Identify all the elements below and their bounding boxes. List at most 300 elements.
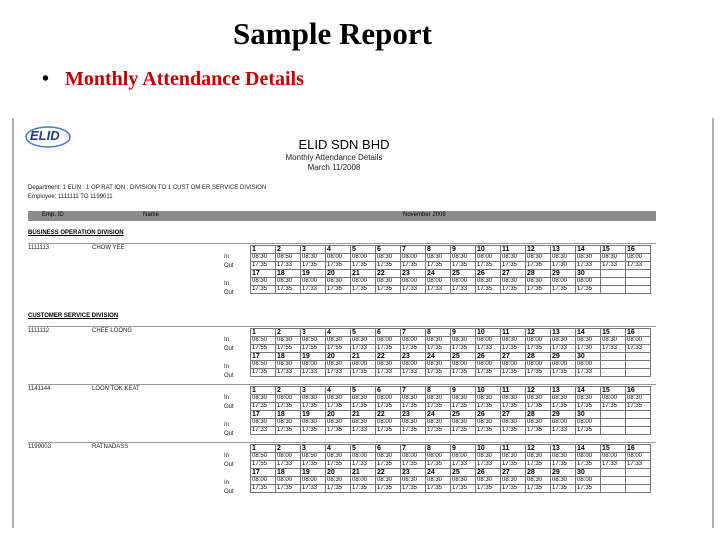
time-cell: 08:50	[251, 361, 276, 369]
time-row	[251, 345, 651, 353]
time-cell: 17:33	[276, 262, 301, 270]
day-cell: 24	[426, 411, 451, 419]
time-cell: 17:35	[451, 262, 476, 270]
time-cell: 17:35	[476, 427, 501, 435]
day-cell: 20	[326, 469, 351, 477]
time-cell: 08:00	[301, 361, 326, 369]
time-cell: 17:35	[351, 262, 376, 270]
time-cell: 08:30	[351, 337, 376, 345]
time-cell: 17:33	[576, 369, 601, 377]
time-cell: 17:30	[551, 262, 576, 270]
time-cell: 08:30	[251, 254, 276, 262]
time-cell	[626, 419, 651, 427]
day-cell: 18	[276, 469, 301, 477]
time-cell: 17:35	[301, 427, 326, 435]
time-cell: 08:00	[301, 477, 326, 485]
division-label: BUSINESS OPERATION DIVISION	[28, 230, 124, 236]
time-cell: 17:35	[451, 369, 476, 377]
time-cell: 17:35	[451, 485, 476, 493]
time-cell: 08:30	[476, 278, 501, 286]
time-cell: 17:33	[551, 345, 576, 353]
time-cell: 17:35	[276, 485, 301, 493]
division-label: CUSTOMER SERVICE DIVISION	[28, 313, 119, 319]
day-cell: 10	[476, 387, 501, 395]
time-cell	[601, 477, 626, 485]
day-cell: 28	[526, 411, 551, 419]
day-cell: 3	[301, 329, 326, 337]
employee-divider	[28, 384, 656, 385]
day-cell: 13	[551, 387, 576, 395]
day-cell: 26	[476, 411, 501, 419]
employee-divider	[28, 243, 656, 244]
row-label: In	[224, 395, 230, 401]
day-cell: 11	[501, 387, 526, 395]
time-cell: 17:35	[576, 485, 601, 493]
time-cell: 17:35	[576, 461, 601, 469]
time-cell: 17:35	[401, 461, 426, 469]
time-cell: 17:35	[401, 262, 426, 270]
time-cell: 08:30	[501, 419, 526, 427]
time-cell: 17:33	[576, 262, 601, 270]
time-cell: 08:30	[376, 361, 401, 369]
time-cell: 17:35	[501, 461, 526, 469]
time-cell: 17:35	[276, 403, 301, 411]
time-cell: 17:35	[251, 262, 276, 270]
day-cell: 13	[551, 246, 576, 254]
employee-id: 1111112	[28, 328, 50, 334]
day-cell: 19	[301, 411, 326, 419]
time-cell: 08:00	[576, 453, 601, 461]
time-cell: 17:35	[326, 485, 351, 493]
time-cell: 08:30	[276, 419, 301, 427]
day-cell: 1	[251, 329, 276, 337]
header-name: Name	[143, 212, 160, 218]
day-cell: 15	[601, 246, 626, 254]
time-row	[251, 254, 651, 262]
day-row	[251, 469, 651, 477]
time-cell: 17:35	[626, 403, 651, 411]
day-cell: 26	[476, 270, 501, 278]
day-cell: 21	[351, 353, 376, 361]
time-cell: 08:30	[501, 477, 526, 485]
time-cell: 08:00	[576, 361, 601, 369]
day-cell: 30	[576, 353, 601, 361]
day-cell: 17	[251, 270, 276, 278]
day-cell: 24	[426, 270, 451, 278]
time-cell: 17:55	[326, 461, 351, 469]
day-cell: 6	[376, 387, 401, 395]
day-cell: 8	[426, 387, 451, 395]
time-cell: 17:35	[526, 345, 551, 353]
time-cell: 17:55	[276, 345, 301, 353]
time-cell: 17:35	[351, 403, 376, 411]
day-cell	[601, 353, 626, 361]
time-cell: 17:35	[251, 485, 276, 493]
time-cell: 08:00	[326, 254, 351, 262]
day-cell: 30	[576, 270, 601, 278]
employee-name: RATNADASS	[92, 444, 129, 450]
time-row	[251, 403, 651, 411]
time-cell: 17:33	[626, 262, 651, 270]
day-cell: 10	[476, 329, 501, 337]
time-cell: 08:30	[376, 453, 401, 461]
day-cell: 4	[326, 445, 351, 453]
day-cell: 2	[276, 246, 301, 254]
elid-logo	[24, 124, 78, 148]
day-cell: 7	[401, 387, 426, 395]
row-label: Out	[224, 404, 234, 410]
time-cell: 17:35	[501, 403, 526, 411]
day-cell: 16	[626, 329, 651, 337]
day-cell: 20	[326, 353, 351, 361]
attendance-grid	[250, 328, 651, 377]
time-cell: 17:35	[301, 403, 326, 411]
day-cell: 5	[351, 387, 376, 395]
time-cell: 17:35	[501, 485, 526, 493]
day-cell: 2	[276, 445, 301, 453]
time-cell: 08:50	[301, 337, 326, 345]
day-cell: 29	[551, 411, 576, 419]
time-cell: 08:00	[551, 278, 576, 286]
time-cell: 08:00	[626, 254, 651, 262]
day-cell: 13	[551, 329, 576, 337]
time-row	[251, 278, 651, 286]
day-cell: 14	[576, 387, 601, 395]
day-cell: 28	[526, 270, 551, 278]
day-cell: 1	[251, 445, 276, 453]
time-cell: 08:30	[251, 395, 276, 403]
day-cell: 15	[601, 387, 626, 395]
time-cell	[626, 477, 651, 485]
time-cell: 17:35	[501, 345, 526, 353]
day-cell: 25	[451, 353, 476, 361]
row-label: In	[224, 422, 230, 428]
day-cell: 30	[576, 411, 601, 419]
time-cell: 08:00	[401, 278, 426, 286]
time-cell: 08:30	[301, 419, 326, 427]
time-cell: 17:35	[501, 286, 526, 294]
day-cell: 24	[426, 469, 451, 477]
day-cell: 8	[426, 246, 451, 254]
time-cell	[601, 361, 626, 369]
day-cell: 23	[401, 353, 426, 361]
day-cell: 4	[326, 387, 351, 395]
time-cell: 08:30	[326, 278, 351, 286]
time-cell: 08:30	[551, 477, 576, 485]
time-cell: 08:50	[301, 453, 326, 461]
day-cell: 5	[351, 329, 376, 337]
time-cell: 17:55	[251, 345, 276, 353]
time-cell: 08:50	[251, 337, 276, 345]
attendance-grid	[250, 444, 651, 493]
day-cell: 5	[351, 445, 376, 453]
day-cell: 17	[251, 411, 276, 419]
time-cell: 17:35	[501, 369, 526, 377]
time-cell: 17:35	[401, 485, 426, 493]
time-cell: 17:33	[276, 461, 301, 469]
day-cell	[601, 469, 626, 477]
day-cell: 25	[451, 411, 476, 419]
time-cell	[626, 369, 651, 377]
time-cell: 17:55	[301, 345, 326, 353]
day-cell: 27	[501, 270, 526, 278]
time-cell: 17:33	[401, 369, 426, 377]
time-row	[251, 286, 651, 294]
day-cell: 4	[326, 329, 351, 337]
time-cell: 17:35	[576, 427, 601, 435]
day-cell: 1	[251, 246, 276, 254]
time-cell: 08:30	[476, 477, 501, 485]
time-cell: 08:30	[476, 395, 501, 403]
time-cell: 17:35	[376, 345, 401, 353]
time-cell: 17:33	[301, 369, 326, 377]
time-cell: 08:30	[426, 361, 451, 369]
time-row	[251, 369, 651, 377]
time-cell: 08:30	[576, 395, 601, 403]
time-row	[251, 461, 651, 469]
time-cell: 17:35	[351, 485, 376, 493]
employee-name: CHEE LOONG	[92, 328, 133, 334]
time-cell: 08:30	[326, 477, 351, 485]
day-cell: 3	[301, 387, 326, 395]
time-cell: 08:00	[526, 361, 551, 369]
time-cell: 08:30	[576, 337, 601, 345]
time-cell: 17:35	[351, 286, 376, 294]
time-cell	[626, 485, 651, 493]
day-cell: 9	[451, 329, 476, 337]
day-cell: 20	[326, 411, 351, 419]
time-cell: 08:00	[476, 361, 501, 369]
time-cell: 08:30	[426, 477, 451, 485]
day-cell: 22	[376, 411, 401, 419]
bullet-text: Monthly Attendance Details	[65, 68, 304, 90]
time-cell: 08:30	[501, 254, 526, 262]
day-cell: 25	[451, 270, 476, 278]
time-cell: 08:50	[251, 453, 276, 461]
row-label: Out	[224, 489, 234, 495]
employee-name: CHOW YEE	[92, 245, 125, 251]
time-cell: 17:33	[351, 461, 376, 469]
time-cell: 17:33	[601, 345, 626, 353]
time-cell: 08:30	[501, 337, 526, 345]
time-cell: 17:33	[276, 369, 301, 377]
day-cell: 16	[626, 445, 651, 453]
time-cell: 17:35	[451, 427, 476, 435]
time-cell: 17:35	[551, 461, 576, 469]
day-cell: 7	[401, 246, 426, 254]
time-cell: 08:30	[276, 278, 301, 286]
time-cell: 17:33	[626, 345, 651, 353]
row-label: Out	[224, 263, 234, 269]
day-cell: 29	[551, 469, 576, 477]
time-cell: 08:00	[401, 361, 426, 369]
time-cell: 08:30	[251, 419, 276, 427]
day-cell: 13	[551, 445, 576, 453]
row-label: Out	[224, 373, 234, 379]
time-cell: 17:55	[326, 345, 351, 353]
time-cell: 17:35	[426, 485, 451, 493]
report-date: March 11/2008	[307, 163, 361, 172]
employee-id: 1141144	[28, 386, 51, 392]
time-cell: 17:35	[251, 403, 276, 411]
day-cell: 12	[526, 387, 551, 395]
day-cell: 3	[301, 445, 326, 453]
employee-id: 1111113	[28, 245, 50, 251]
time-cell	[601, 427, 626, 435]
time-cell: 17:35	[376, 286, 401, 294]
time-cell: 08:00	[476, 337, 501, 345]
time-cell: 17:33	[376, 369, 401, 377]
time-cell: 08:00	[576, 278, 601, 286]
day-cell: 14	[576, 445, 601, 453]
day-cell: 22	[376, 270, 401, 278]
time-cell: 08:00	[576, 477, 601, 485]
day-cell: 8	[426, 329, 451, 337]
time-cell: 08:30	[376, 477, 401, 485]
time-cell: 08:30	[576, 254, 601, 262]
time-cell: 17:35	[376, 403, 401, 411]
day-row	[251, 270, 651, 278]
day-cell: 28	[526, 469, 551, 477]
time-cell: 17:35	[476, 369, 501, 377]
time-cell: 08:30	[426, 337, 451, 345]
row-label: In	[224, 480, 230, 486]
day-cell: 15	[601, 329, 626, 337]
day-cell: 27	[501, 353, 526, 361]
time-cell: 17:33	[426, 286, 451, 294]
time-cell: 17:35	[426, 369, 451, 377]
company-name: ELID SDN BHD	[298, 137, 390, 152]
time-cell: 17:35	[551, 369, 576, 377]
time-cell: 08:30	[601, 337, 626, 345]
day-row	[251, 387, 651, 395]
time-cell: 08:00	[451, 453, 476, 461]
time-cell: 17:35	[376, 427, 401, 435]
day-cell: 6	[376, 445, 401, 453]
day-cell: 15	[601, 445, 626, 453]
day-cell: 22	[376, 469, 401, 477]
time-cell: 17:35	[526, 427, 551, 435]
time-cell: 08:30	[401, 395, 426, 403]
time-cell: 08:00	[526, 337, 551, 345]
time-cell: 08:00	[476, 254, 501, 262]
day-cell: 14	[576, 329, 601, 337]
day-cell: 30	[576, 469, 601, 477]
time-cell: 08:00	[251, 477, 276, 485]
day-cell: 11	[501, 445, 526, 453]
day-row	[251, 329, 651, 337]
time-cell: 17:35	[276, 427, 301, 435]
day-cell: 26	[476, 353, 501, 361]
time-cell: 17:35	[451, 345, 476, 353]
time-cell	[601, 419, 626, 427]
employee-name: LOON TOK KEAT	[92, 386, 140, 392]
time-cell: 17:30	[576, 345, 601, 353]
time-cell: 17:35	[601, 403, 626, 411]
employee-divider	[28, 326, 656, 327]
row-label: In	[224, 453, 230, 459]
time-cell: 17:35	[301, 461, 326, 469]
time-cell: 08:30	[526, 278, 551, 286]
time-cell: 08:00	[376, 419, 401, 427]
header-emp-id: Emp. ID	[42, 212, 64, 218]
time-row	[251, 395, 651, 403]
time-cell: 08:30	[501, 395, 526, 403]
time-cell: 08:30	[526, 453, 551, 461]
day-cell: 21	[351, 411, 376, 419]
day-cell: 26	[476, 469, 501, 477]
time-row	[251, 337, 651, 345]
day-cell: 19	[301, 270, 326, 278]
day-cell: 8	[426, 445, 451, 453]
time-cell: 08:00	[451, 361, 476, 369]
time-cell: 08:00	[376, 337, 401, 345]
time-cell: 17:35	[401, 403, 426, 411]
time-cell: 08:30	[476, 453, 501, 461]
time-cell: 08:30	[551, 453, 576, 461]
time-cell: 17:35	[326, 286, 351, 294]
day-cell: 7	[401, 329, 426, 337]
day-cell: 11	[501, 246, 526, 254]
time-cell: 08:30	[276, 337, 301, 345]
time-cell	[626, 361, 651, 369]
time-cell: 17:35	[526, 461, 551, 469]
day-row	[251, 353, 651, 361]
day-cell: 17	[251, 469, 276, 477]
time-cell: 08:00	[351, 361, 376, 369]
time-row	[251, 361, 651, 369]
day-cell: 9	[451, 387, 476, 395]
day-cell: 18	[276, 353, 301, 361]
time-cell: 08:30	[451, 395, 476, 403]
day-cell: 29	[551, 270, 576, 278]
time-cell: 17:55	[251, 461, 276, 469]
time-cell: 08:30	[451, 419, 476, 427]
time-cell: 17:33	[551, 427, 576, 435]
day-row	[251, 246, 651, 254]
day-row	[251, 445, 651, 453]
time-cell: 08:30	[526, 254, 551, 262]
day-cell: 21	[351, 469, 376, 477]
time-cell: 08:00	[501, 361, 526, 369]
time-cell: 17:35	[301, 262, 326, 270]
time-cell: 17:35	[426, 461, 451, 469]
day-cell: 7	[401, 445, 426, 453]
attendance-grid	[250, 386, 651, 435]
time-cell: 17:35	[501, 427, 526, 435]
day-cell: 12	[526, 329, 551, 337]
employee-filter: Employee: 1111111 TO 1199011	[28, 194, 113, 200]
time-cell: 08:30	[551, 337, 576, 345]
time-cell: 17:35	[526, 286, 551, 294]
time-cell: 08:30	[451, 254, 476, 262]
time-cell: 08:30	[476, 419, 501, 427]
time-cell: 08:30	[276, 361, 301, 369]
time-cell: 17:33	[301, 485, 326, 493]
day-cell: 17	[251, 353, 276, 361]
day-cell: 23	[401, 270, 426, 278]
time-cell: 17:33	[326, 369, 351, 377]
time-cell: 08:30	[376, 254, 401, 262]
time-cell: 08:30	[451, 477, 476, 485]
day-cell	[626, 270, 651, 278]
day-cell: 21	[351, 270, 376, 278]
time-row	[251, 419, 651, 427]
day-cell: 22	[376, 353, 401, 361]
time-cell: 17:33	[451, 286, 476, 294]
time-cell: 08:30	[501, 278, 526, 286]
logo-text: ELID	[30, 128, 60, 143]
